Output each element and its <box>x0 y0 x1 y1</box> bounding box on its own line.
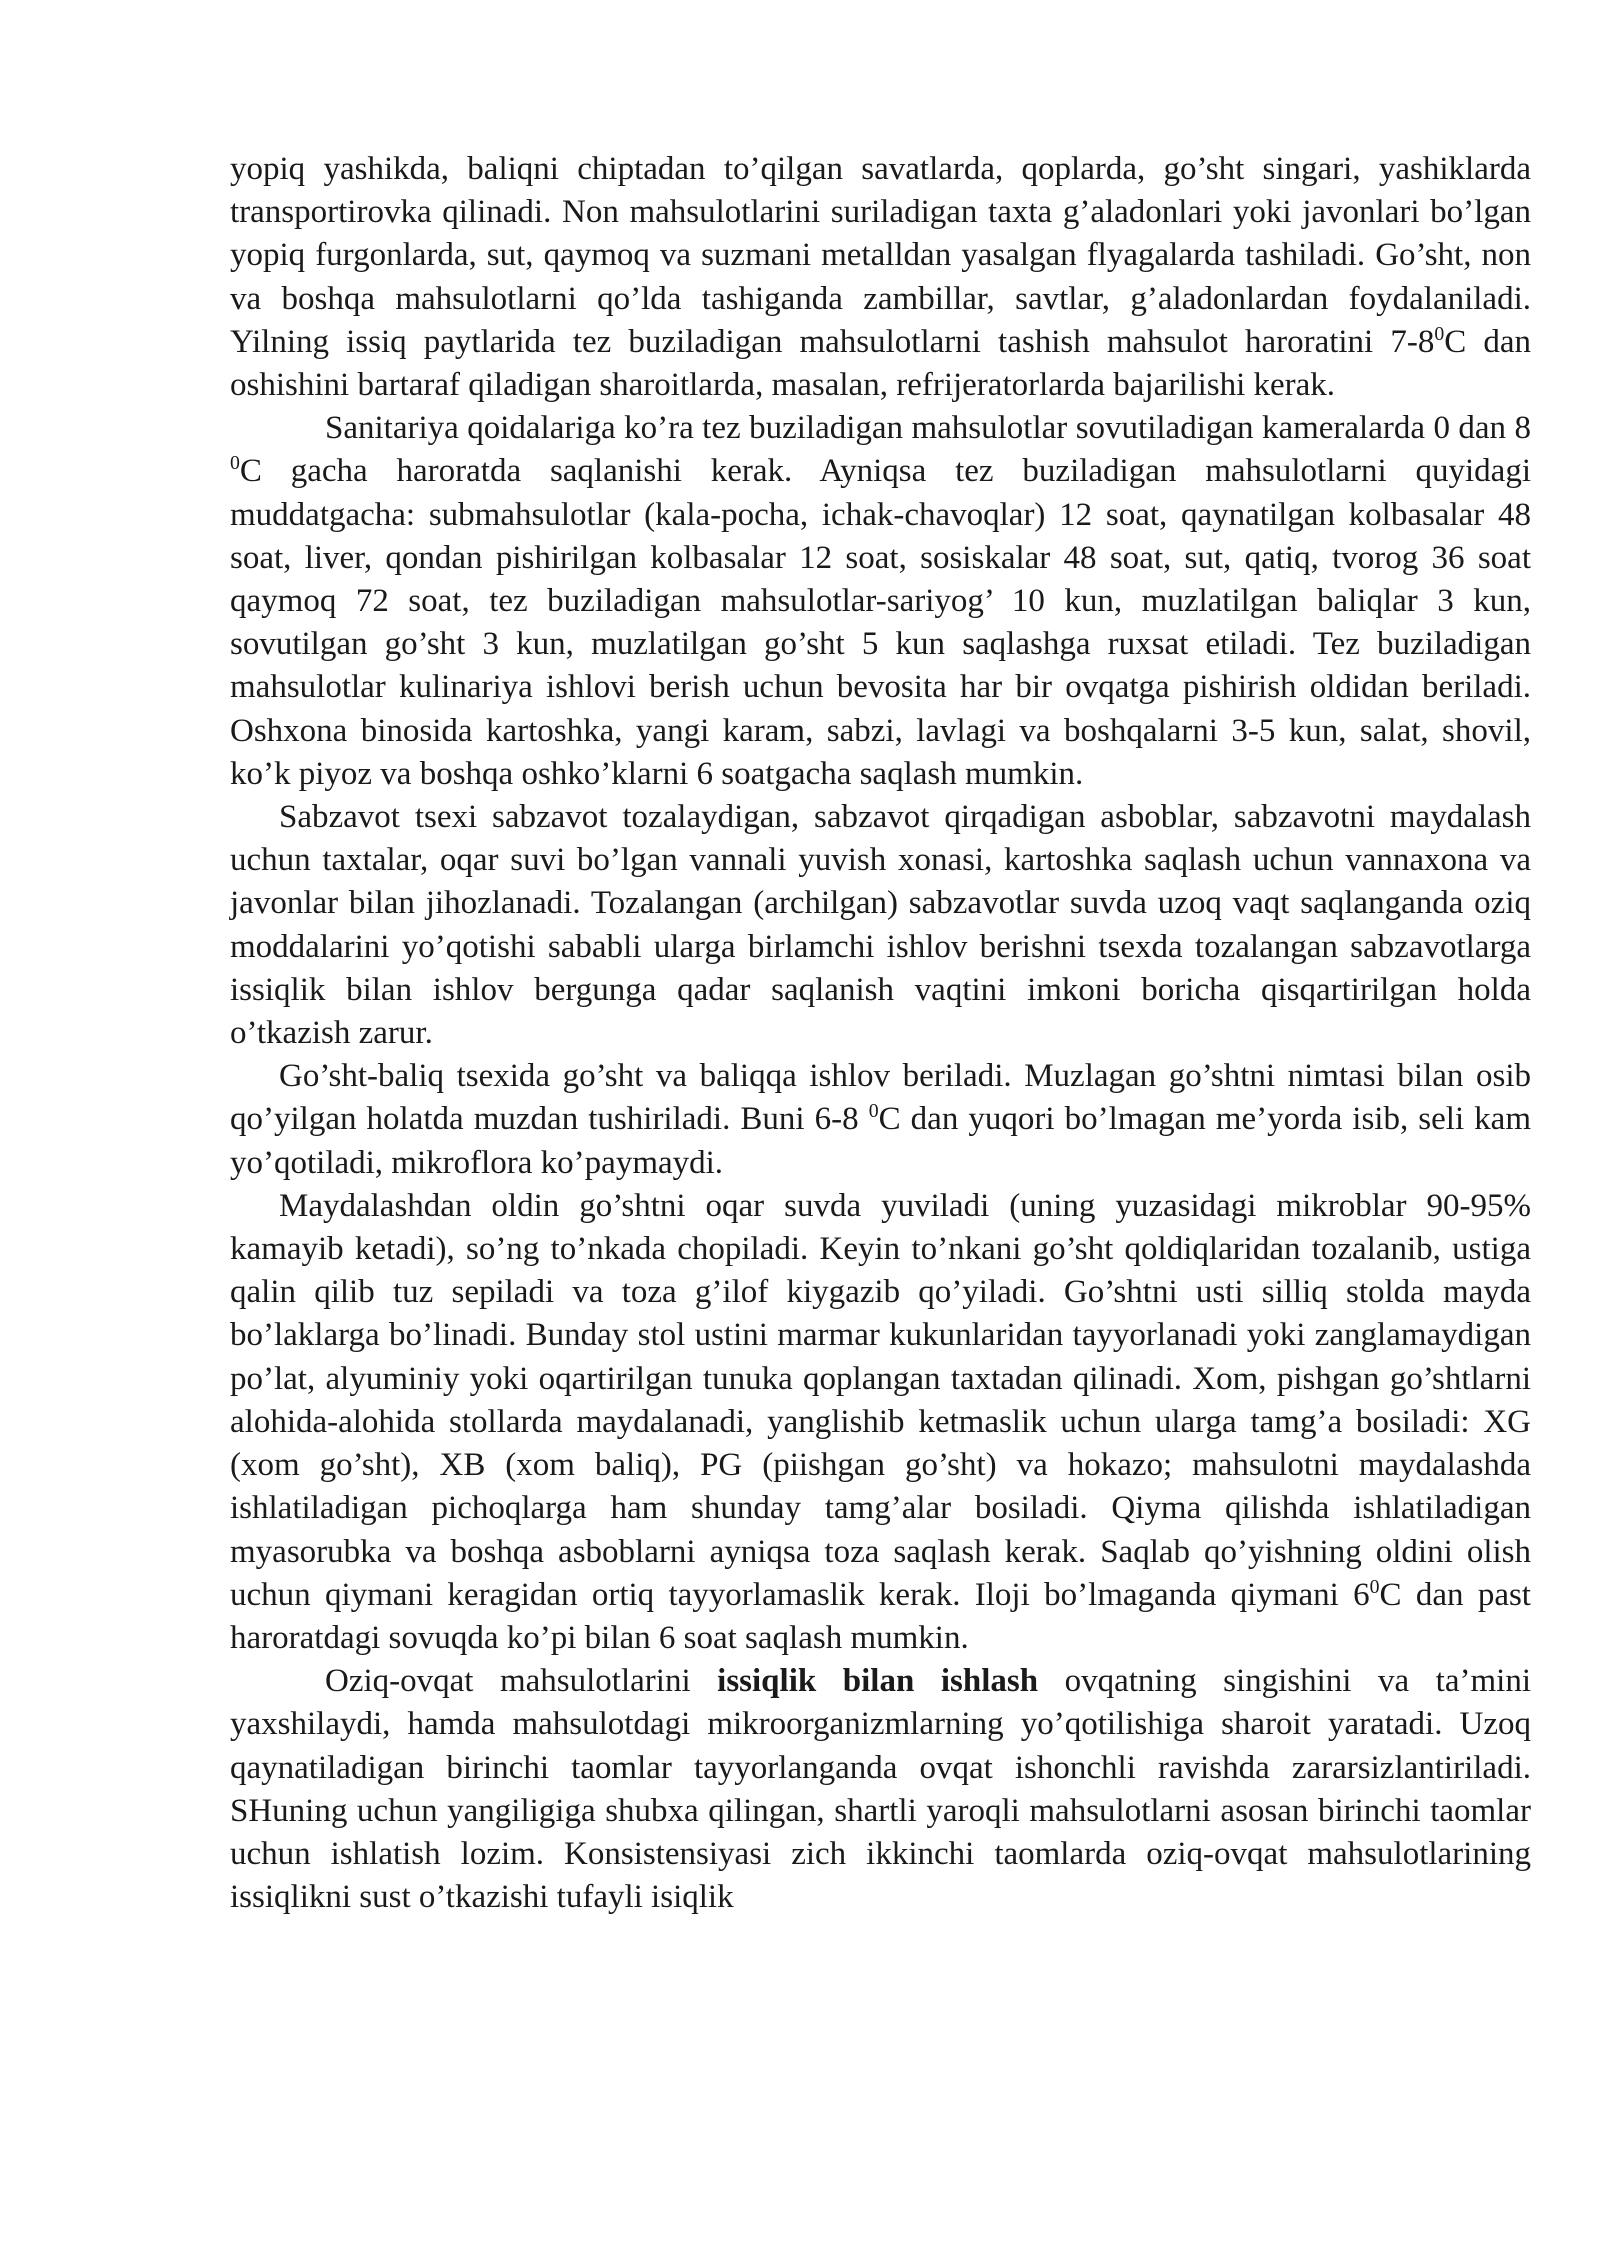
paragraph-storage-rules <box>230 407 1531 796</box>
text-run: Sanitariya qoidalariga ko’ra tez buziladigan mahsulotlar sovutiladigan kameralarda 0 dan 8 <box>325 410 1531 447</box>
text-run: C dan past haroratdagi sovuqda ko’pi bilan 6 soat saqlash mumkin. <box>230 1576 1531 1656</box>
document-page <box>230 148 1531 1919</box>
superscript-degree: 0 <box>1369 1575 1380 1598</box>
text-run: Go’sht-baliq tsexida go’sht va baliqqa ishlov beriladi. Muzlagan go’shtni nimtasi bilan osib qo’yilgan holatda muzdan tushiriladi. Buni 6-8 <box>230 1058 1531 1138</box>
text-run: C gacha haroratda saqlanishi kerak. Ayniqsa tez buziladigan mahsulotlarni quyidagi muddatgacha: submahsulotlar (kala-pocha, ichak-chavoqlar) 12 soat, qaynatilgan kolbasalar 48 soat, liver, qondan pishirilgan kolbasalar 12 soat, sosiskalar 48 soat, sut, qatiq, tvorog 36 soat qaymoq 72 soat, tez buziladigan mahsulotlar-sariyog’ 10 kun, muzlatilgan baliqlar 3 kun, sovutilgan go’sht 3 kun, muzlatilgan go’sht 5 kun saqlashga ruxsat etiladi. Tez buziladigan mahsulotlar kulinariya ishlovi berish uchun bevosita har bir ovqatga pishirish oldidan beriladi. Oshxona binosida kartoshka, yangi karam, sabzi, lavlagi va boshqalarni 3-5 kun, salat, shovil, ko’k piyoz va boshqa oshko’klarni 6 soatgacha saqlash mumkin. <box>230 453 1531 792</box>
text-run: C dan yuqori bo’lmagan me’yorda isib, seli kam yo’qotiladi, mikroflora ko’paymaydi. <box>230 1101 1531 1181</box>
text-run: Sabzavot tsexi sabzavot tozalaydigan, sabzavot qirqadigan asboblar, sabzavotni maydalash uchun taxtalar, oqar suvi bo’lgan vannali yuvish xonasi, kartoshka saqlash uchun vannaxona va javonlar bilan jihozlanadi. Tozalangan (archilgan) sabzavotlar suvda uzoq vaqt saqlanganda oziq moddalarini yo’qotishi sababli ularga birlamchi ishlov berishni tsexda tozalangan sabzavotlarga issiqlik bilan ishlov bergunga qadar saqlanish vaqtini imkoni boricha qisqartirilgan holda o’tkazish zarur. <box>230 799 1531 1052</box>
text-run: yopiq yashikda, baliqni chiptadan to’qilgan savatlarda, qoplarda, go’sht singari, yashiklarda transportirovka qilinadi. Non mahsulotlarini suriladigan taxta g’aladonlari yoki javonlari bo’lgan yopiq furgonlarda, sut, qaymoq va suzmani metalldan yasalgan flyagalarda tashiladi. Go’sht, non va boshqa mahsulotlarni qo’lda tashiganda zambillar, savtlar, g’aladonlardan foydalaniladi. Yilning issiq paytlarida tez buziladigan mahsulotlarni tashish mahsulot haroratini 7-8 <box>230 151 1531 360</box>
text-run: ovqatning singishini va ta’mini yaxshilaydi, hamda mahsulotdagi mikroorganizmlarning yo’qotilishiga sharoit yaratadi. Uzoq qaynatiladigan birinchi taomlar tayyorlanganda ovqat ishonchli ravishda zararsizlantiriladi. SHuning uchun yangiligiga shubxa qilingan, shartli yaroqli mahsulotlarni asosan birinchi taomlar uchun ishlatish lozim. Konsistensiyasi zich ikkinchi taomlarda oziq-ovqat mahsulotlarining issiqlikni sust o’tkazishi tufayli isiqlik <box>230 1663 1531 1916</box>
paragraph-transport <box>230 148 1531 407</box>
superscript-degree: 0 <box>230 452 240 475</box>
paragraph-heat-treatment <box>230 1660 1531 1919</box>
paragraph-meat-processing <box>230 1185 1531 1660</box>
bold-term: issiqlik bilan ishlash <box>717 1663 1039 1700</box>
superscript-degree: 0 <box>868 1100 879 1123</box>
text-run: Maydalashdan oldin go’shtni oqar suvda yuviladi (uning yuzasidagi mikroblar 90-95% kamayib ketadi), so’ng to’nkada chopiladi. Keyin to’nkani go’sht qoldiqlaridan tozalanib, ustiga qalin qilib tuz sepiladi va toza g’ilof kiygazib qo’yiladi. Go’shtni usti silliq stolda mayda bo’laklarga bo’linadi. Bunday stol ustini marmar kukunlaridan tayyorlanadi yoki zanglamaydigan po’lat, alyuminiy yoki oqartirilgan tunuka qoplangan taxtadan qilinadi. Xom, pishgan go’shtlarni alohida-alohida stollarda maydalanadi, yanglishib ketmaslik uchun ularga tamg’a bosiladi: XG (xom go’sht), XB (xom baliq), PG (piishgan go’sht) va hokazo; mahsulotni maydalashda ishlatiladigan pichoqlarga ham shunday tamg’alar bosiladi. Qiyma qilishda ishlatiladigan myasorubka va boshqa asboblarni ayniqsa toza saqlash kerak. Saqlab qo’yishning oldini olish uchun qiymani keragidan ortiq tayyorlamaslik kerak. Iloji bo’lmaganda qiymani 6 <box>230 1187 1531 1613</box>
paragraph-vegetable-shop <box>230 796 1531 1055</box>
text-run: Oziq-ovqat mahsulotlarini <box>325 1663 718 1700</box>
superscript-degree: 0 <box>1434 322 1445 345</box>
paragraph-meat-fish-shop <box>230 1055 1531 1185</box>
text-run: C dan oshishini bartaraf qiladigan sharoitlarda, masalan, refrijeratorlarda bajarilishi kerak. <box>230 323 1531 404</box>
